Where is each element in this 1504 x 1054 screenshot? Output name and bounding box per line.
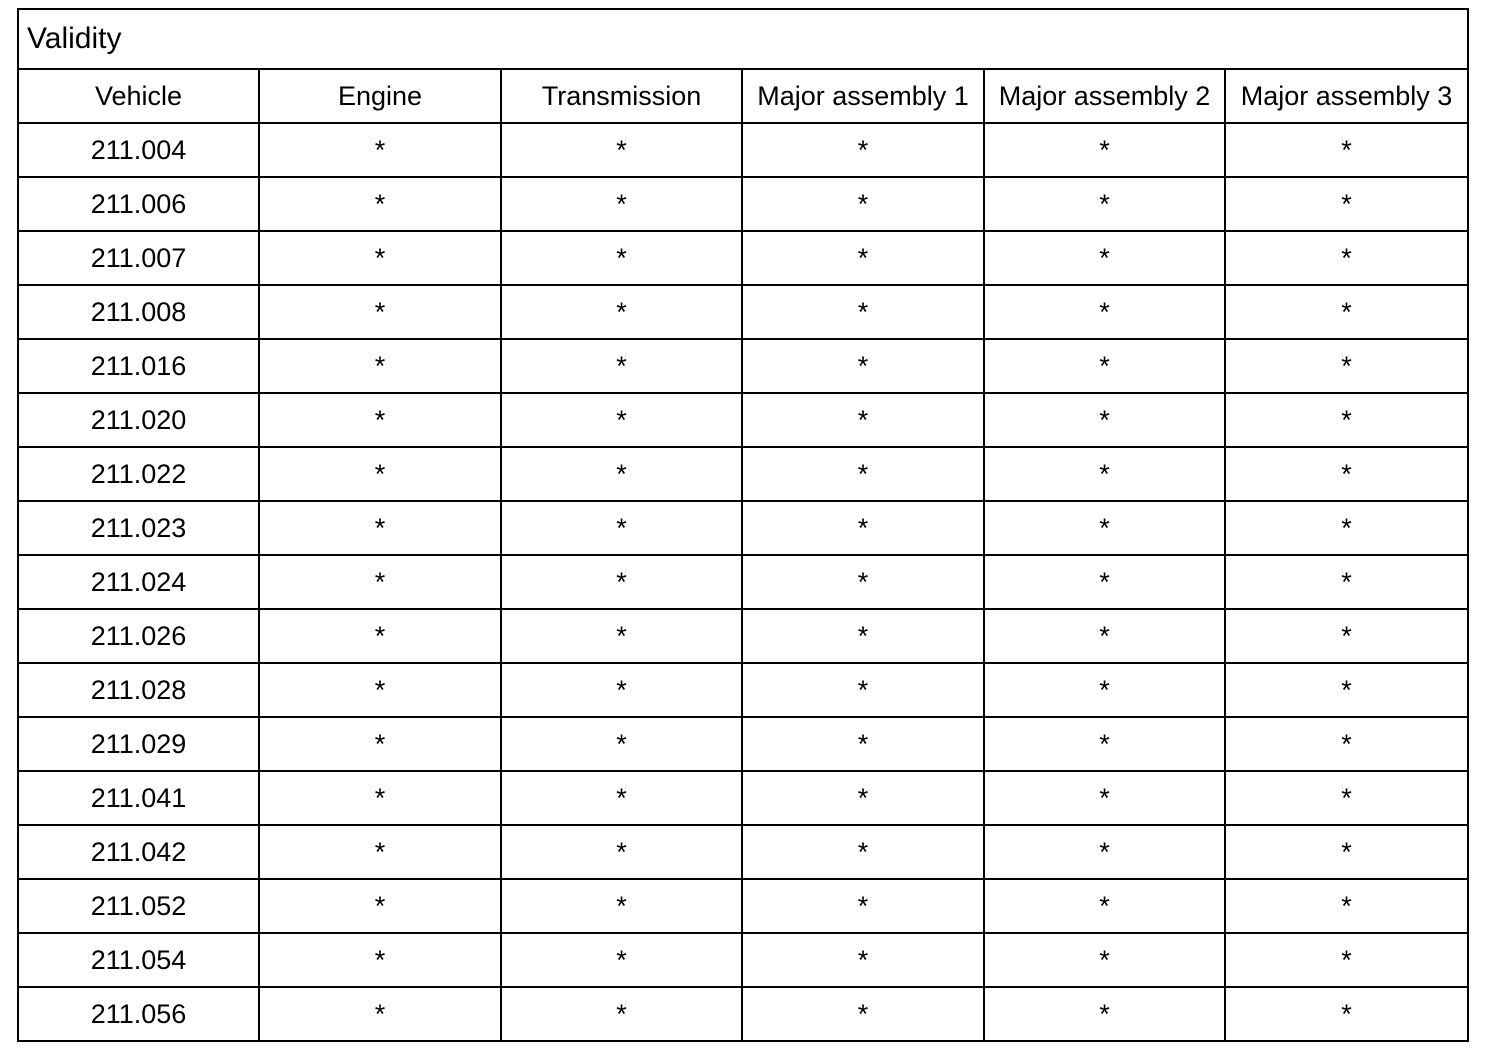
table-row (18, 717, 1468, 771)
cell-transmission: * (501, 771, 742, 825)
cell-vehicle: 211.029 (18, 717, 259, 771)
cell-major-assembly-3: * (1225, 609, 1468, 663)
cell-major-assembly-1: * (742, 339, 984, 393)
table-header-row (18, 69, 1468, 123)
cell-major-assembly-3: * (1225, 933, 1468, 987)
table-row (18, 663, 1468, 717)
cell-major-assembly-2: * (984, 717, 1225, 771)
cell-major-assembly-1: * (742, 231, 984, 285)
table-row (18, 177, 1468, 231)
cell-transmission: * (501, 447, 742, 501)
cell-major-assembly-1: * (742, 879, 984, 933)
table-row (18, 501, 1468, 555)
cell-engine: * (259, 393, 501, 447)
cell-vehicle: 211.004 (18, 123, 259, 177)
table-row (18, 231, 1468, 285)
cell-major-assembly-1: * (742, 825, 984, 879)
cell-major-assembly-3: * (1225, 285, 1468, 339)
cell-major-assembly-2: * (984, 771, 1225, 825)
cell-major-assembly-3: * (1225, 555, 1468, 609)
cell-transmission: * (501, 285, 742, 339)
table-row (18, 933, 1468, 987)
cell-major-assembly-1: * (742, 717, 984, 771)
column-header-major-assembly-3: Major assembly 3 (1225, 69, 1468, 123)
cell-major-assembly-3: * (1225, 339, 1468, 393)
cell-vehicle: 211.054 (18, 933, 259, 987)
table-row (18, 447, 1468, 501)
cell-major-assembly-3: * (1225, 393, 1468, 447)
cell-major-assembly-1: * (742, 663, 984, 717)
cell-major-assembly-3: * (1225, 177, 1468, 231)
table-title: Validity (18, 9, 1468, 69)
cell-engine: * (259, 501, 501, 555)
cell-engine: * (259, 879, 501, 933)
cell-major-assembly-2: * (984, 555, 1225, 609)
table-row (18, 825, 1468, 879)
cell-vehicle: 211.026 (18, 609, 259, 663)
cell-major-assembly-2: * (984, 663, 1225, 717)
cell-engine: * (259, 123, 501, 177)
cell-major-assembly-1: * (742, 285, 984, 339)
cell-major-assembly-2: * (984, 123, 1225, 177)
table-row (18, 771, 1468, 825)
cell-major-assembly-1: * (742, 771, 984, 825)
cell-major-assembly-2: * (984, 609, 1225, 663)
cell-transmission: * (501, 879, 742, 933)
cell-major-assembly-1: * (742, 987, 984, 1041)
cell-major-assembly-1: * (742, 933, 984, 987)
table-title-row (18, 9, 1468, 69)
cell-major-assembly-2: * (984, 447, 1225, 501)
table-row (18, 879, 1468, 933)
column-header-vehicle: Vehicle (18, 69, 259, 123)
cell-vehicle: 211.020 (18, 393, 259, 447)
cell-transmission: * (501, 609, 742, 663)
cell-engine: * (259, 231, 501, 285)
cell-transmission: * (501, 393, 742, 447)
table-row (18, 609, 1468, 663)
cell-vehicle: 211.016 (18, 339, 259, 393)
cell-engine: * (259, 825, 501, 879)
cell-major-assembly-1: * (742, 393, 984, 447)
cell-major-assembly-2: * (984, 879, 1225, 933)
cell-major-assembly-3: * (1225, 123, 1468, 177)
cell-major-assembly-3: * (1225, 231, 1468, 285)
column-header-transmission: Transmission (501, 69, 742, 123)
validity-table (17, 8, 1469, 1042)
cell-major-assembly-2: * (984, 177, 1225, 231)
table-row (18, 987, 1468, 1041)
cell-major-assembly-2: * (984, 231, 1225, 285)
cell-vehicle: 211.022 (18, 447, 259, 501)
cell-transmission: * (501, 123, 742, 177)
cell-vehicle: 211.008 (18, 285, 259, 339)
cell-vehicle: 211.028 (18, 663, 259, 717)
cell-major-assembly-2: * (984, 501, 1225, 555)
table-row (18, 393, 1468, 447)
cell-transmission: * (501, 339, 742, 393)
cell-major-assembly-3: * (1225, 987, 1468, 1041)
cell-engine: * (259, 987, 501, 1041)
column-header-major-assembly-2: Major assembly 2 (984, 69, 1225, 123)
cell-major-assembly-3: * (1225, 717, 1468, 771)
table-row (18, 555, 1468, 609)
cell-transmission: * (501, 555, 742, 609)
cell-major-assembly-1: * (742, 501, 984, 555)
table-row (18, 123, 1468, 177)
cell-engine: * (259, 285, 501, 339)
cell-engine: * (259, 717, 501, 771)
cell-vehicle: 211.041 (18, 771, 259, 825)
cell-transmission: * (501, 717, 742, 771)
cell-major-assembly-1: * (742, 447, 984, 501)
cell-vehicle: 211.042 (18, 825, 259, 879)
cell-major-assembly-2: * (984, 339, 1225, 393)
cell-vehicle: 211.052 (18, 879, 259, 933)
cell-major-assembly-3: * (1225, 663, 1468, 717)
cell-major-assembly-1: * (742, 555, 984, 609)
cell-transmission: * (501, 231, 742, 285)
cell-major-assembly-1: * (742, 123, 984, 177)
cell-major-assembly-2: * (984, 933, 1225, 987)
cell-transmission: * (501, 933, 742, 987)
cell-major-assembly-3: * (1225, 771, 1468, 825)
cell-transmission: * (501, 825, 742, 879)
cell-transmission: * (501, 177, 742, 231)
cell-major-assembly-3: * (1225, 501, 1468, 555)
table-row (18, 339, 1468, 393)
cell-engine: * (259, 447, 501, 501)
cell-major-assembly-2: * (984, 285, 1225, 339)
cell-engine: * (259, 663, 501, 717)
cell-transmission: * (501, 663, 742, 717)
cell-vehicle: 211.023 (18, 501, 259, 555)
cell-engine: * (259, 177, 501, 231)
cell-major-assembly-3: * (1225, 825, 1468, 879)
cell-major-assembly-2: * (984, 393, 1225, 447)
cell-major-assembly-2: * (984, 825, 1225, 879)
cell-vehicle: 211.024 (18, 555, 259, 609)
column-header-major-assembly-1: Major assembly 1 (742, 69, 984, 123)
cell-transmission: * (501, 987, 742, 1041)
cell-engine: * (259, 771, 501, 825)
cell-engine: * (259, 339, 501, 393)
column-header-engine: Engine (259, 69, 501, 123)
cell-major-assembly-1: * (742, 609, 984, 663)
cell-transmission: * (501, 501, 742, 555)
cell-major-assembly-2: * (984, 987, 1225, 1041)
cell-vehicle: 211.007 (18, 231, 259, 285)
cell-major-assembly-3: * (1225, 879, 1468, 933)
cell-vehicle: 211.056 (18, 987, 259, 1041)
cell-vehicle: 211.006 (18, 177, 259, 231)
cell-engine: * (259, 933, 501, 987)
table-row (18, 285, 1468, 339)
cell-engine: * (259, 609, 501, 663)
cell-major-assembly-3: * (1225, 447, 1468, 501)
cell-major-assembly-1: * (742, 177, 984, 231)
cell-engine: * (259, 555, 501, 609)
